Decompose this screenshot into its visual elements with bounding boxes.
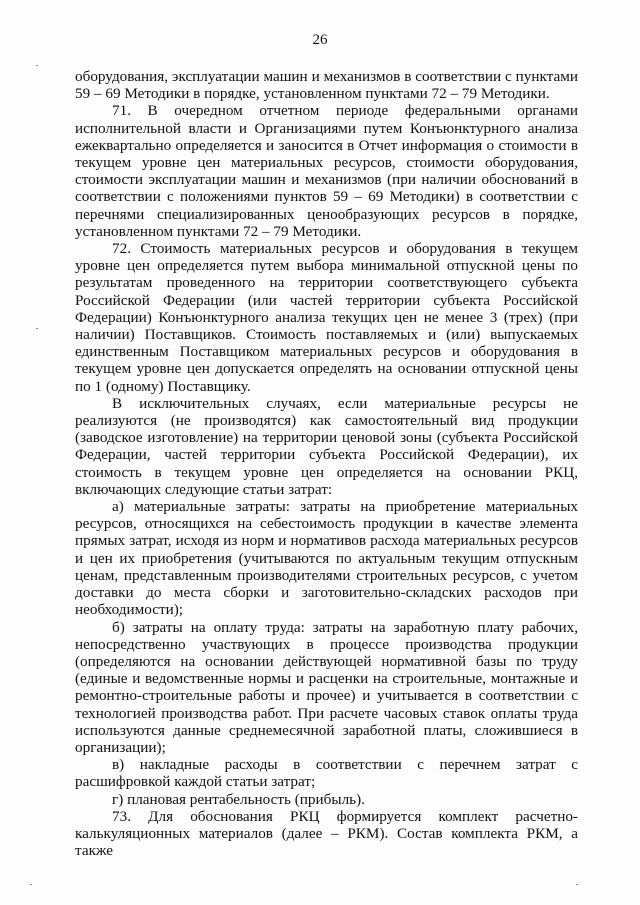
scan-speck — [36, 65, 38, 66]
paragraph-exceptional-cases: В исключительных случаях, если материальные ресурсы не реализуются (не производятся) как самостоятельный вид продукции (заводское изготовление) на территории ценовой зоны (субъекта Российской Федерации, частей территории субъекта Российской Федерации), их стоимость в текущем уровне цен определяется на основании РКЦ, включающих следующие статьи затрат: — [75, 394, 578, 498]
list-item-v: в) накладные расходы в соответствии с перечнем затрат с расшифровкой каждой статьи затрат; — [75, 756, 578, 791]
paragraph-71: 71. В очередном отчетном периоде федеральными органами исполнительной власти и Организациями путем Конъюнктурного анализа ежеквартально определяется и заносится в Отчет информация о стоимости в текущем уровне цен материальных ресурсов, стоимости оборудования, стоимости эксплуатации машин и механизмов (при наличии обоснований в соответствии с положениями пунктов 59 – 69 Методики) в соответствии с перечнями специализированных ценообразующих ресурсов в порядке, установленном пунктами 72 – 79 Методики. — [75, 102, 578, 240]
page-number: 26 — [312, 32, 328, 48]
list-item-g: г) плановая рентабельность (прибыль). — [112, 790, 365, 808]
scan-speck — [36, 328, 38, 329]
paragraph-continuation: оборудования, эксплуатации машин и механизмов в соответствии с пунктами 59 – 69 Методики в порядке, установленном пунктами 72 – 79 Методики. — [75, 68, 578, 103]
paragraph-72: 72. Стоимость материальных ресурсов и оборудования в текущем уровне цен определяется путем выбора минимальной отпускной цены по результатам проведенного на территории соответствующего субъекта Российской Федерации (или частей территории субъекта Российской Федерации) Конъюнктурного анализа текущих цен не менее 3 (трех) (при наличии) Поставщиков. Стоимость поставляемых и (или) выпускаемых единственным Поставщиком материальных ресурсов и оборудования в текущем уровне цен допускается определять на основании отпускной цены по 1 (одному) Поставщику. — [75, 240, 578, 395]
paragraph-73: 73. Для обоснования РКЦ формируется комплект расчетно-калькуляционных материалов (далее – РКМ). Состав комплекта РКМ, а также — [75, 807, 578, 860]
scan-speck — [30, 884, 32, 885]
body-text — [75, 68, 578, 859]
scan-speck — [576, 884, 578, 885]
list-item-a: а) материальные затраты: затраты на приобретение материальных ресурсов, относящихся на себестоимость продукции в качестве элемента прямых затрат, исходя из норм и нормативов расхода материальных ресурсов и цен их приобретения (учитываются по актуальным текущим отпускным ценам, представленным производителями строительных ресурсов, с учетом доставки до места сборки и заготовительно-складских расходов при необходимости); — [75, 498, 578, 619]
list-item-b: б) затраты на оплату труда: затраты на заработную плату рабочих, непосредственно участвующих в процессе производства продукции (определяются на основании действующей нормативной базы по труду (единые и ведомственные нормы и расценки на строительные, монтажные и ремонтно-строительные работы и прочее) и учитывается в соответствии с технологией производства работ. При расчете часовых ставок оплаты труда используются данные среднемесячной заработной платы, сложившиеся в организации); — [75, 618, 578, 756]
